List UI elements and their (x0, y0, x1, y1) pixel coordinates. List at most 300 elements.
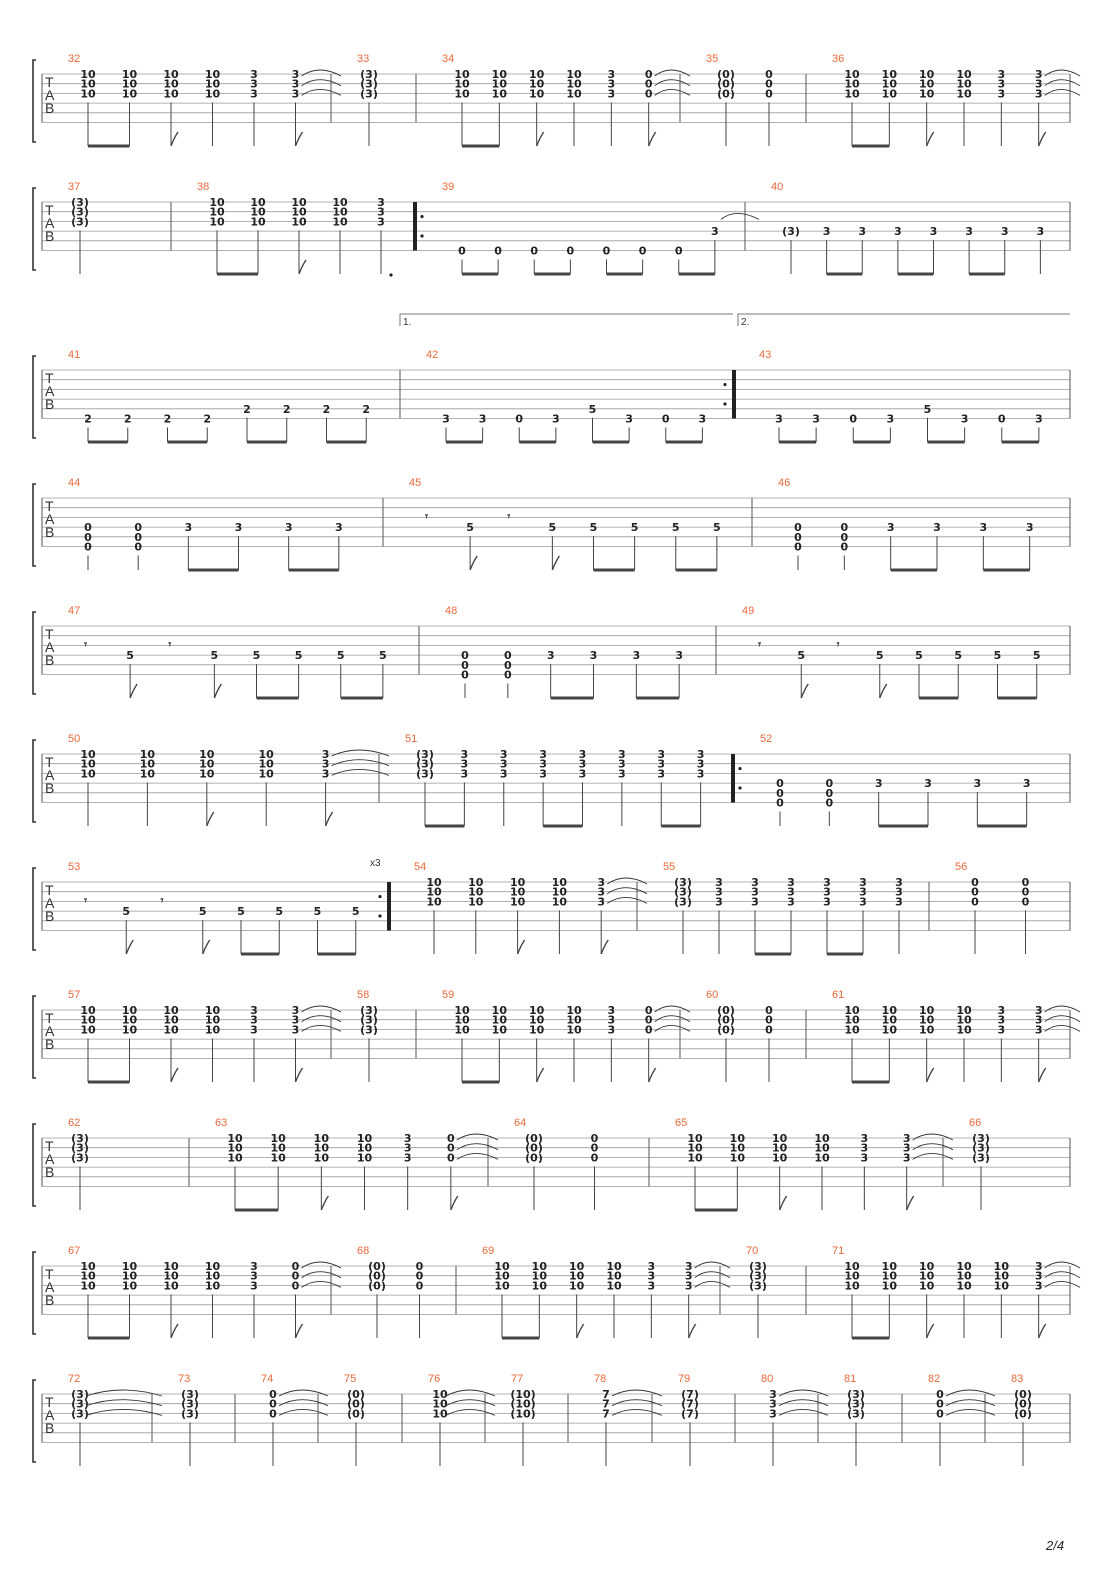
fret-number: 3 (647, 1279, 656, 1293)
fret-number: 3 (859, 885, 867, 899)
fret-number: 5 (379, 649, 387, 663)
fret-number: 0 (447, 1141, 455, 1155)
fret-number: 3 (696, 767, 705, 781)
fret-number: 3 (250, 77, 258, 91)
measure (1011, 1373, 1032, 1466)
fret-number: 3 (607, 1013, 616, 1027)
fret-number: 10 (80, 748, 96, 761)
fret-number: (3) (847, 1407, 865, 1421)
fret-number: 2 (362, 402, 371, 416)
fret-number: 10 (881, 1004, 897, 1017)
fret-number: 10 (163, 1004, 179, 1017)
measure-number: 72 (68, 1373, 81, 1385)
tab-system (33, 181, 1070, 277)
measure (68, 477, 343, 570)
fret-number: 10 (919, 1013, 935, 1027)
repeat-start-bar (731, 754, 735, 803)
tab-clef-letter: B (45, 780, 55, 796)
fret-number: 3 (284, 521, 293, 535)
fret-number: 10 (80, 1260, 96, 1273)
fret-number: 3 (711, 225, 719, 239)
fret-number: 3 (321, 748, 330, 761)
fret-number: 5 (351, 905, 360, 919)
fret-number: 10 (250, 205, 266, 219)
repeat-dot (723, 383, 726, 386)
fret-number: 10 (163, 87, 179, 101)
fret-number: 3 (823, 885, 831, 899)
fret-number: 10 (332, 215, 348, 229)
fret-number: 3 (442, 412, 450, 426)
measure (68, 605, 387, 698)
tie-arc (457, 1144, 498, 1150)
fret-number: 10 (551, 885, 568, 899)
fret-number: 3 (769, 1388, 777, 1401)
fret-number: 3 (751, 895, 759, 909)
tie-arc (695, 1281, 730, 1287)
fret-number: 3 (1034, 1023, 1043, 1037)
fret-number: 3 (589, 649, 598, 663)
fret-number: 3 (460, 767, 469, 781)
fret-number: 3 (291, 1013, 300, 1027)
repeat-end-bar (387, 882, 391, 931)
fret-number: 10 (814, 1132, 830, 1145)
measure (426, 349, 736, 442)
tie-arc (655, 70, 690, 76)
measure-number: 79 (678, 1373, 691, 1385)
fret-number: 10 (529, 68, 545, 81)
fret-number: 10 (209, 205, 225, 219)
fret-number: 10 (491, 1023, 507, 1037)
fret-number: 3 (979, 521, 988, 535)
measure-number: 78 (594, 1373, 607, 1385)
fret-number: 3 (895, 885, 903, 899)
fret-number: 3 (929, 225, 938, 239)
fret-number: 10 (881, 1269, 897, 1283)
fret-number: 3 (684, 1279, 693, 1293)
fret-number: 3 (769, 1407, 777, 1421)
system-bracket (33, 1252, 36, 1334)
fret-number: 3 (597, 885, 606, 899)
tie-arc (607, 878, 647, 884)
eighth-flag (130, 684, 137, 698)
measure (510, 1373, 535, 1466)
fret-number: 3 (675, 649, 683, 663)
measure (675, 1117, 953, 1210)
fret-number: 10 (258, 748, 274, 761)
measure (357, 989, 378, 1082)
fret-number: 3 (1034, 1004, 1043, 1017)
fret-number: 10 (919, 1260, 935, 1273)
fret-number: 10 (844, 1279, 860, 1293)
eighth-flag (214, 684, 221, 698)
fret-number: (0) (368, 1279, 386, 1293)
measure-number: 74 (261, 1373, 274, 1385)
fret-number: (10) (510, 1388, 536, 1401)
fret-number: 3 (291, 68, 300, 81)
fret-number: 0 (936, 1388, 944, 1401)
fret-number: 0 (849, 412, 858, 426)
fret-number: (7) (681, 1397, 699, 1411)
measure-number: 71 (832, 1245, 845, 1257)
tie-arc (302, 1272, 342, 1278)
fret-number: 10 (80, 1004, 96, 1017)
measure (706, 53, 773, 146)
measure (409, 477, 721, 570)
tie-arc (302, 70, 342, 76)
fret-number: 3 (696, 748, 705, 761)
fret-number: 3 (321, 767, 330, 781)
eighth-flag (470, 556, 477, 570)
tie-arc (779, 1400, 828, 1406)
fret-number: 0 (134, 521, 142, 535)
fret-number: 0 (590, 1132, 599, 1145)
fret-number: 10 (209, 215, 225, 229)
tab-system (33, 53, 1080, 146)
eighth-flag (518, 940, 525, 954)
fret-number: 3 (460, 748, 469, 761)
measure-number: 51 (405, 733, 418, 745)
fret-number: 10 (881, 68, 897, 81)
fret-number: 2 (84, 412, 92, 426)
measure (68, 181, 89, 274)
tie-arc (913, 1134, 953, 1140)
tab-clef-letter: T (45, 202, 54, 218)
fret-number: 3 (597, 895, 606, 909)
eighth-flag (649, 1068, 656, 1082)
fret-number: 10 (494, 1279, 510, 1293)
tab-system (33, 1373, 1070, 1466)
fret-number: (3) (674, 895, 692, 909)
fret-number: (3) (416, 748, 434, 761)
measure (68, 349, 370, 442)
measure (955, 861, 1030, 954)
measure (663, 861, 903, 954)
fret-number: 10 (494, 1269, 510, 1283)
fret-number: 10 (204, 77, 221, 91)
fret-number: 3 (460, 757, 469, 771)
tab-clef-letter: A (45, 215, 55, 231)
measure-number: 36 (832, 53, 845, 65)
tie-arc (946, 1390, 995, 1396)
fret-number: 3 (822, 225, 831, 239)
fret-number: 3 (250, 1269, 258, 1283)
tie-arc (86, 1390, 162, 1396)
fret-number: 0 (458, 244, 466, 258)
fret-number: 3 (250, 1004, 258, 1017)
fret-number: 3 (291, 87, 300, 101)
fret-number: 3 (291, 1004, 300, 1017)
measure (482, 1245, 730, 1338)
fret-number: 3 (1034, 1269, 1043, 1283)
fret-number: 0 (415, 1269, 424, 1283)
volta-label: 1. (403, 317, 412, 328)
tie-arc (612, 1390, 662, 1396)
fret-number: 3 (607, 1023, 616, 1037)
fret-number: 10 (432, 1407, 448, 1421)
tie-arc (1045, 1025, 1080, 1031)
fret-number: 3 (250, 1260, 258, 1273)
tab-clef-letter: A (45, 1023, 55, 1039)
tie-arc (332, 750, 389, 756)
measure-number: 50 (68, 733, 81, 745)
fret-number: 3 (965, 225, 973, 239)
fret-number: 10 (121, 1279, 138, 1293)
fret-number: 10 (270, 1141, 286, 1155)
fret-number: (3) (972, 1141, 990, 1155)
fret-number: 3 (250, 1023, 258, 1037)
eighth-flag (296, 1324, 303, 1338)
fret-number: 5 (275, 905, 284, 919)
fret-number: 10 (566, 68, 582, 81)
fret-number: 3 (812, 412, 820, 426)
fret-number: 3 (618, 757, 626, 771)
fret-number: (3) (674, 876, 692, 889)
measure (68, 861, 391, 954)
fret-number: (3) (71, 1151, 89, 1165)
fret-number: 0 (530, 244, 539, 258)
fret-number: 0 (936, 1397, 944, 1411)
measure (778, 477, 1033, 570)
tie-arc (655, 1006, 690, 1012)
fret-number: 0 (644, 1013, 653, 1027)
fret-number: 0 (461, 658, 469, 672)
fret-number: 3 (858, 225, 867, 239)
fret-number: 3 (902, 1132, 911, 1145)
fret-number: 3 (499, 757, 508, 771)
fret-number: 10 (844, 77, 860, 91)
fret-number: 10 (139, 767, 156, 781)
fret-number: 10 (454, 1004, 470, 1017)
eighth-flag (537, 1068, 544, 1082)
fret-number: 10 (531, 1279, 547, 1293)
fret-number: 3 (546, 649, 555, 663)
measure (344, 1373, 365, 1466)
fret-number: 10 (881, 1260, 897, 1273)
fret-number: 10 (491, 68, 507, 81)
tie-arc (655, 80, 690, 86)
fret-number: 10 (772, 1141, 788, 1155)
fret-number: 10 (163, 1023, 179, 1037)
measure-number: 49 (742, 605, 755, 617)
tab-clef-letter: T (45, 498, 54, 514)
fret-number: 0 (134, 540, 142, 554)
fret-number: 0 (765, 68, 773, 81)
fret-number: 10 (80, 1279, 96, 1293)
tab-clef-letter: A (45, 87, 55, 103)
fret-number: 10 (956, 1023, 972, 1037)
tab-clef-letter: T (45, 882, 54, 898)
fret-number: (3) (360, 87, 378, 101)
measure (445, 605, 683, 698)
tie-arc (695, 1262, 730, 1268)
tie-arc (946, 1409, 995, 1415)
tie-arc (302, 80, 342, 86)
fret-number: 0 (825, 777, 834, 791)
eighth-rest: 𝄾 (836, 638, 840, 651)
fret-number: 10 (491, 1004, 507, 1017)
fret-number: 0 (415, 1279, 424, 1293)
fret-number: 3 (625, 412, 633, 426)
fret-number: (3) (416, 757, 434, 771)
measure-number: 59 (442, 989, 455, 1001)
fret-number: 3 (698, 412, 707, 426)
fret-number: 0 (644, 1023, 653, 1037)
fret-number: 10 (258, 767, 274, 781)
tab-clef-letter: B (45, 908, 55, 924)
fret-number: 3 (618, 767, 626, 781)
eighth-flag (780, 1196, 787, 1210)
fret-number: 3 (787, 895, 795, 909)
tab-clef-letter: A (45, 1407, 55, 1423)
fret-number: 3 (1022, 777, 1031, 791)
fret-number: (3) (71, 1397, 89, 1411)
fret-number: 0 (644, 77, 653, 91)
fret-number: (10) (510, 1407, 536, 1421)
fret-number: 3 (886, 412, 895, 426)
fret-number: 3 (403, 1141, 412, 1155)
fret-number: 3 (769, 1397, 777, 1411)
measure (68, 989, 341, 1082)
fret-number: 10 (121, 1260, 138, 1273)
fret-number: (10) (510, 1397, 536, 1411)
fret-number: 3 (647, 1269, 656, 1283)
measure-number: 46 (778, 477, 791, 489)
fret-number: 0 (776, 777, 784, 791)
fret-number: 3 (684, 1260, 693, 1273)
fret-number: (3) (847, 1388, 865, 1401)
fret-number: 10 (814, 1151, 830, 1165)
fret-number: 5 (210, 649, 219, 663)
tab-system (33, 605, 1070, 698)
fret-number: 0 (447, 1151, 455, 1165)
fret-number: (3) (749, 1279, 767, 1293)
fret-number: 10 (566, 1004, 582, 1017)
fret-number: 10 (606, 1279, 622, 1293)
fret-number: 5 (797, 649, 806, 663)
fret-number: 10 (729, 1141, 745, 1155)
fret-number: 10 (566, 1023, 582, 1037)
tie-arc (446, 1409, 495, 1415)
fret-number: 10 (291, 215, 307, 229)
fret-number: (0) (717, 77, 735, 91)
fret-number: 3 (657, 748, 666, 761)
tie-arc (607, 888, 647, 894)
tie-arc (302, 1016, 342, 1022)
repeat-end-bar (732, 370, 736, 419)
tie-arc (779, 1390, 828, 1396)
fret-number: 2 (163, 412, 172, 426)
tab-clef-letter: B (45, 524, 55, 540)
fret-number: 3 (715, 876, 723, 889)
fret-number: 10 (814, 1141, 830, 1155)
fret-number: 5 (548, 521, 557, 535)
measure (706, 989, 773, 1082)
tie-arc (302, 1262, 342, 1268)
measure (969, 1117, 990, 1210)
eighth-flag (927, 132, 934, 146)
eighth-flag (927, 1324, 934, 1338)
measure (68, 1245, 341, 1338)
fret-number: 5 (126, 649, 134, 663)
measure (832, 1245, 1080, 1338)
fret-number: 10 (204, 1013, 221, 1027)
fret-number: 10 (250, 196, 266, 209)
fret-number: 10 (529, 77, 545, 91)
fret-number: 10 (250, 215, 266, 229)
fret-number: 3 (902, 1151, 911, 1165)
measure-number: 44 (68, 477, 81, 489)
fret-number: 3 (657, 767, 666, 781)
fret-number: 10 (566, 87, 582, 101)
fret-number: 10 (227, 1151, 243, 1165)
fret-number: 0 (447, 1132, 455, 1145)
fret-number: 10 (332, 205, 348, 219)
fret-number: 0 (825, 796, 834, 810)
fret-number: 10 (163, 1279, 179, 1293)
fret-number: 10 (139, 757, 156, 771)
fret-number: (3) (71, 205, 89, 219)
fret-number: 10 (844, 68, 860, 81)
measure-number: 65 (675, 1117, 688, 1129)
system-bracket (33, 188, 36, 270)
measure-number: 54 (414, 861, 427, 873)
fret-number: 10 (454, 1013, 470, 1027)
fret-number: 3 (335, 521, 343, 535)
fret-number: 3 (696, 757, 705, 771)
fret-number: (0) (1014, 1407, 1032, 1421)
tab-clef-letter: T (45, 1138, 54, 1154)
fret-number: 0 (776, 796, 784, 810)
tab-clef-letter: A (45, 383, 55, 399)
fret-number: 10 (491, 1013, 507, 1027)
tab-clef-letter: B (45, 1036, 55, 1052)
fret-number: 10 (80, 77, 96, 91)
fret-number: 10 (569, 1260, 585, 1273)
fret-number: 10 (454, 68, 470, 81)
fret-number: 0 (269, 1388, 277, 1401)
fret-number: 0 (794, 530, 802, 544)
fret-number: 10 (881, 1279, 897, 1293)
eighth-flag (451, 1196, 458, 1210)
fret-number: 3 (715, 885, 723, 899)
fret-number: 5 (589, 521, 598, 535)
fret-number: 10 (199, 757, 215, 771)
fret-number: 10 (163, 1260, 179, 1273)
fret-number: 0 (602, 244, 611, 258)
repeat-dot (738, 786, 741, 789)
fret-number: (3) (416, 767, 434, 781)
eighth-flag (1039, 1324, 1046, 1338)
fret-number: (0) (368, 1260, 386, 1273)
fret-number: 10 (566, 77, 582, 91)
fret-number: 0 (971, 885, 979, 899)
fret-number: 10 (993, 1279, 1009, 1293)
fret-number: 10 (844, 1004, 860, 1017)
fret-number: 0 (590, 1151, 599, 1165)
fret-number: (0) (717, 87, 735, 101)
measure-number: 42 (426, 349, 439, 361)
fret-number: 3 (250, 1013, 258, 1027)
fret-number: 10 (80, 1013, 96, 1027)
measure-number: 45 (409, 477, 422, 489)
repeat-dot (420, 234, 423, 237)
fret-number: 10 (956, 1269, 972, 1283)
fret-number: 3 (321, 757, 330, 771)
tie-arc (302, 1025, 342, 1031)
fret-number: 10 (454, 77, 470, 91)
measure-number: 64 (514, 1117, 527, 1129)
fret-number: 5 (198, 905, 207, 919)
